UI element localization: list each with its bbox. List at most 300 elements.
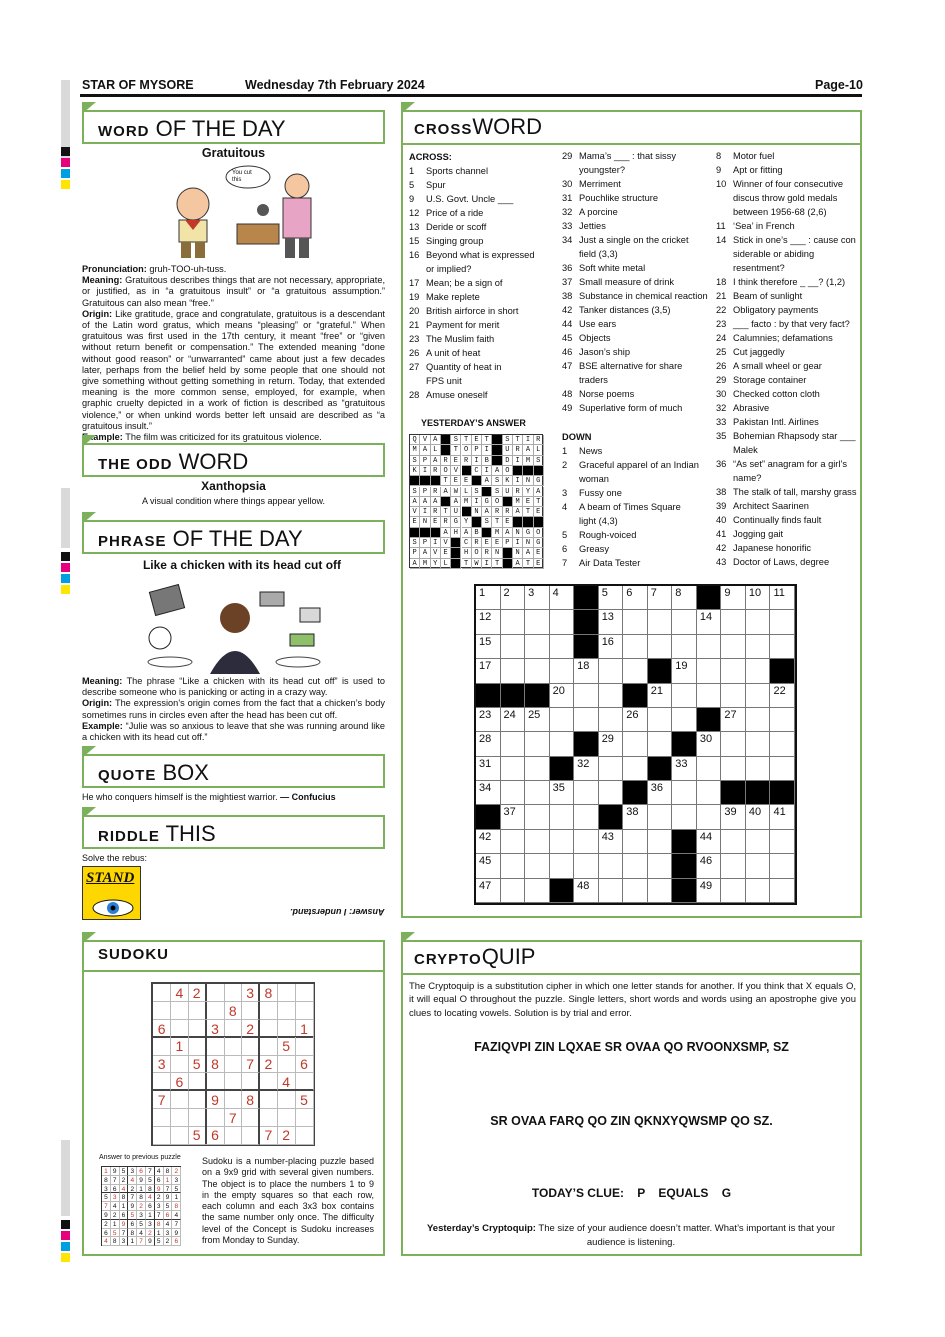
answer-black-square: [420, 476, 430, 486]
sudoku-cell[interactable]: [260, 1020, 278, 1038]
grid-cell[interactable]: [746, 708, 771, 732]
sudoku-cell[interactable]: 6: [171, 1073, 189, 1091]
sudoku-cell[interactable]: [260, 1073, 278, 1091]
grid-cell[interactable]: 22: [770, 684, 795, 708]
clue-number: 27: [409, 362, 420, 372]
grid-cell[interactable]: [574, 854, 599, 878]
grid-cell[interactable]: [599, 879, 624, 903]
grid-cell[interactable]: 48: [574, 879, 599, 903]
grid-cell[interactable]: 37: [501, 805, 526, 829]
sudoku-cell[interactable]: [224, 1126, 242, 1144]
sudoku-cell[interactable]: 6: [153, 1020, 171, 1038]
sudoku-cell[interactable]: [260, 1109, 278, 1127]
grid-cell[interactable]: [697, 659, 722, 683]
sudoku-cell[interactable]: [153, 1109, 171, 1127]
grid-cell[interactable]: [648, 854, 673, 878]
grid-cell[interactable]: [721, 854, 746, 878]
answer-cell: I: [513, 456, 523, 466]
grid-cell[interactable]: 36: [648, 781, 673, 805]
grid-cell[interactable]: [672, 805, 697, 829]
sudoku-cell[interactable]: [295, 1073, 313, 1091]
grid-cell[interactable]: 14: [697, 610, 722, 634]
previous-answer-cell: 1: [146, 1211, 155, 1220]
answer-cell: E: [534, 507, 544, 517]
clue-item: [716, 359, 861, 373]
clue-text: U.S. Govt. Uncle ___: [426, 194, 514, 204]
answer-black-square: [431, 528, 441, 538]
grid-cell[interactable]: 42: [476, 830, 501, 854]
grid-cell[interactable]: [648, 708, 673, 732]
sudoku-cell[interactable]: [242, 1126, 260, 1144]
grid-cell[interactable]: [721, 830, 746, 854]
clue-item: [562, 191, 712, 205]
grid-cell[interactable]: [501, 830, 526, 854]
sudoku-cell[interactable]: 9: [206, 1091, 224, 1109]
sudoku-cell[interactable]: [278, 1055, 296, 1073]
grid-cell[interactable]: 49: [697, 879, 722, 903]
grid-cell[interactable]: 38: [623, 805, 648, 829]
sudoku-cell[interactable]: 5: [189, 1055, 207, 1073]
sudoku-cell[interactable]: [171, 1109, 189, 1127]
sudoku-cell[interactable]: 8: [260, 984, 278, 1002]
grid-cell[interactable]: 21: [648, 684, 673, 708]
clue-item: [716, 457, 861, 471]
sudoku-cell[interactable]: [224, 1055, 242, 1073]
grid-cell[interactable]: [550, 610, 575, 634]
sudoku-cell[interactable]: 8: [206, 1055, 224, 1073]
grid-cell[interactable]: [623, 757, 648, 781]
previous-answer-cell: 3: [111, 1193, 120, 1202]
grid-cell[interactable]: [574, 684, 599, 708]
corner-flag-icon: [82, 435, 96, 447]
grid-cell[interactable]: 24: [501, 708, 526, 732]
clue-text: Substance in chemical reaction: [579, 291, 708, 301]
clue-number: [562, 373, 579, 387]
clue-item: [562, 317, 712, 331]
grid-cell[interactable]: 17: [476, 659, 501, 683]
clue-text: Payment for merit: [426, 320, 500, 330]
grid-cell[interactable]: [746, 830, 771, 854]
sudoku-cell[interactable]: [260, 1091, 278, 1109]
clue-text: Rough-voiced: [579, 530, 637, 540]
sudoku-cell[interactable]: [278, 1020, 296, 1038]
grid-cell[interactable]: 40: [746, 805, 771, 829]
sudoku-grid[interactable]: [151, 982, 315, 1146]
sudoku-cell[interactable]: 3: [242, 984, 260, 1002]
grid-cell[interactable]: [501, 659, 526, 683]
grid-cell[interactable]: 27: [721, 708, 746, 732]
potd-title-box: [82, 520, 385, 554]
clue-item: [562, 289, 712, 303]
sudoku-cell[interactable]: [278, 1091, 296, 1109]
clue-number: [409, 262, 426, 276]
grid-cell[interactable]: [550, 830, 575, 854]
sudoku-cell[interactable]: [224, 1091, 242, 1109]
grid-cell[interactable]: [648, 732, 673, 756]
grid-cell[interactable]: [574, 781, 599, 805]
grid-cell[interactable]: 41: [770, 805, 795, 829]
quote-text: He who conquers himself is the mightiest warrior.: [82, 792, 278, 802]
sudoku-cell[interactable]: 3: [206, 1020, 224, 1038]
sudoku-cell[interactable]: 6: [295, 1055, 313, 1073]
grid-cell[interactable]: [501, 781, 526, 805]
sudoku-cell[interactable]: 2: [278, 1126, 296, 1144]
sudoku-cell[interactable]: 7: [242, 1055, 260, 1073]
grid-cell[interactable]: 31: [476, 757, 501, 781]
sudoku-cell[interactable]: 4: [278, 1073, 296, 1091]
grid-cell[interactable]: [599, 684, 624, 708]
answer-black-square: [523, 466, 533, 476]
grid-cell[interactable]: [648, 635, 673, 659]
grid-cell[interactable]: [623, 610, 648, 634]
clue-number: 42: [716, 543, 727, 553]
grid-black-square: [770, 659, 795, 683]
grid-cell[interactable]: [525, 854, 550, 878]
grid-cell[interactable]: [770, 830, 795, 854]
grid-cell[interactable]: 11: [770, 586, 795, 610]
grid-cell[interactable]: [550, 708, 575, 732]
grid-cell[interactable]: 35: [550, 781, 575, 805]
sudoku-cell[interactable]: [278, 1109, 296, 1127]
crossword-grid[interactable]: [474, 584, 797, 905]
sudoku-cell[interactable]: [171, 1055, 189, 1073]
grid-cell[interactable]: [599, 757, 624, 781]
sudoku-cell[interactable]: 5: [278, 1037, 296, 1055]
clue-number: 19: [409, 292, 420, 302]
grid-cell[interactable]: [501, 757, 526, 781]
clue-item: [562, 219, 712, 233]
grid-cell[interactable]: 9: [721, 586, 746, 610]
grid-cell[interactable]: 7: [648, 586, 673, 610]
clue-number: 18: [716, 277, 727, 287]
grid-cell[interactable]: [648, 830, 673, 854]
sudoku-cell[interactable]: [224, 1073, 242, 1091]
grid-cell[interactable]: 18: [574, 659, 599, 683]
grid-cell[interactable]: 46: [697, 854, 722, 878]
grid-cell[interactable]: [501, 610, 526, 634]
grid-cell[interactable]: [550, 732, 575, 756]
grid-cell[interactable]: [672, 781, 697, 805]
grid-cell[interactable]: [746, 854, 771, 878]
answer-cell: K: [503, 476, 513, 486]
sudoku-cell[interactable]: 7: [224, 1109, 242, 1127]
potd-example: “Julie was so anxious to leave that she was running around like a chicken with its head cut off.”: [82, 720, 385, 743]
clue-text: Greasy: [579, 544, 609, 554]
todays-clue: TODAY’S CLUE: P EQUALS G: [531, 1186, 732, 1200]
grid-cell[interactable]: 20: [550, 684, 575, 708]
grid-cell[interactable]: [746, 684, 771, 708]
grid-cell[interactable]: [623, 732, 648, 756]
grid-cell[interactable]: [550, 659, 575, 683]
grid-cell[interactable]: 1: [476, 586, 501, 610]
sudoku-cell[interactable]: 2: [260, 1055, 278, 1073]
clue-number: 3: [562, 488, 568, 498]
sudoku-cell[interactable]: [153, 1126, 171, 1144]
grid-cell[interactable]: [721, 684, 746, 708]
clue-text: A beam of Times Square: [579, 502, 681, 512]
grid-cell[interactable]: 2: [501, 586, 526, 610]
grid-cell[interactable]: [721, 610, 746, 634]
grid-cell[interactable]: [770, 708, 795, 732]
previous-answer-cell: 1: [172, 1193, 181, 1202]
corner-flag-icon: [401, 932, 415, 944]
grid-cell[interactable]: 10: [746, 586, 771, 610]
grid-cell[interactable]: [672, 635, 697, 659]
previous-answer-cell: 6: [155, 1176, 164, 1185]
answer-cell: E: [492, 538, 502, 548]
sudoku-cell[interactable]: [295, 984, 313, 1002]
grid-cell[interactable]: [746, 610, 771, 634]
sudoku-cell[interactable]: 5: [295, 1091, 313, 1109]
margin-bar: [61, 488, 70, 548]
grid-cell[interactable]: [746, 757, 771, 781]
grid-cell[interactable]: [623, 659, 648, 683]
answer-cell: T: [523, 559, 533, 569]
answer-cell: Y: [523, 487, 533, 497]
grid-cell[interactable]: [697, 757, 722, 781]
previous-answer-cell: 8: [172, 1202, 181, 1211]
grid-cell[interactable]: [721, 757, 746, 781]
grid-cell[interactable]: [721, 659, 746, 683]
clue-number: 36: [562, 263, 573, 273]
sudoku-cell[interactable]: 8: [224, 1002, 242, 1020]
grid-cell[interactable]: [746, 659, 771, 683]
sudoku-cell[interactable]: [189, 1073, 207, 1091]
sudoku-cell[interactable]: 2: [189, 984, 207, 1002]
grid-cell[interactable]: [648, 610, 673, 634]
grid-cell[interactable]: [746, 879, 771, 903]
grid-cell[interactable]: [672, 708, 697, 732]
grid-cell[interactable]: [770, 635, 795, 659]
clue-number: 30: [562, 179, 573, 189]
sudoku-cell[interactable]: 3: [153, 1055, 171, 1073]
grid-cell[interactable]: 34: [476, 781, 501, 805]
grid-cell[interactable]: 4: [550, 586, 575, 610]
grid-cell[interactable]: [697, 781, 722, 805]
sudoku-cell[interactable]: [260, 1037, 278, 1055]
sudoku-cell[interactable]: [206, 1109, 224, 1127]
clue-item: [409, 388, 559, 402]
sudoku-cell[interactable]: [242, 1073, 260, 1091]
grid-cell[interactable]: 39: [721, 805, 746, 829]
sudoku-cell[interactable]: [153, 1073, 171, 1091]
sudoku-cell[interactable]: [189, 1109, 207, 1127]
clue-item: [716, 247, 861, 261]
grid-cell[interactable]: 32: [574, 757, 599, 781]
grid-cell[interactable]: [623, 854, 648, 878]
sudoku-cell[interactable]: [189, 1037, 207, 1055]
answer-cell: A: [523, 445, 533, 455]
grid-cell[interactable]: [770, 879, 795, 903]
sudoku-cell[interactable]: 7: [260, 1126, 278, 1144]
previous-answer-cell: 9: [120, 1220, 129, 1229]
grid-cell[interactable]: 47: [476, 879, 501, 903]
wotd-title-big: OF THE DAY: [155, 116, 286, 141]
grid-cell[interactable]: 12: [476, 610, 501, 634]
grid-cell[interactable]: [721, 879, 746, 903]
grid-cell[interactable]: [525, 610, 550, 634]
sudoku-cell[interactable]: [260, 1002, 278, 1020]
sudoku-description: Sudoku is a number-placing puzzle based on a 9x9 grid with several given numbers. The object is to place the numbers 1 to 9 in the empty squares so that each row, each column and each 3x3 box contains the same number only once. The difficulty level of the Concept is Sudoku increases from Monday to Sunday.: [202, 1156, 374, 1246]
grid-cell[interactable]: 29: [599, 732, 624, 756]
grid-cell[interactable]: [525, 757, 550, 781]
sudoku-cell[interactable]: [171, 1126, 189, 1144]
grid-cell[interactable]: [770, 757, 795, 781]
grid-cell[interactable]: [746, 635, 771, 659]
sudoku-cell[interactable]: 2: [242, 1020, 260, 1038]
clue-number: 28: [409, 390, 420, 400]
grid-cell[interactable]: [525, 732, 550, 756]
grid-cell[interactable]: 23: [476, 708, 501, 732]
grid-cell[interactable]: [648, 879, 673, 903]
sudoku-cell[interactable]: [278, 1002, 296, 1020]
grid-cell[interactable]: 45: [476, 854, 501, 878]
sudoku-cell[interactable]: 5: [189, 1126, 207, 1144]
grid-cell[interactable]: [721, 732, 746, 756]
grid-cell[interactable]: 15: [476, 635, 501, 659]
grid-cell[interactable]: [501, 854, 526, 878]
answer-cell: A: [503, 528, 513, 538]
origin-label: Origin:: [82, 308, 113, 319]
clue-text: Obligatory payments: [733, 305, 819, 315]
rebus-image: [82, 866, 141, 920]
grid-cell[interactable]: 19: [672, 659, 697, 683]
grid-cell[interactable]: [525, 879, 550, 903]
clue-item: [716, 317, 861, 331]
answer-black-square: [513, 466, 523, 476]
grid-cell[interactable]: [574, 830, 599, 854]
grid-cell[interactable]: 25: [525, 708, 550, 732]
grid-cell[interactable]: [623, 635, 648, 659]
sudoku-cell[interactable]: [206, 1002, 224, 1020]
sudoku-cell[interactable]: [242, 1109, 260, 1127]
grid-black-square: [672, 830, 697, 854]
grid-cell[interactable]: [599, 659, 624, 683]
grid-black-square: [746, 781, 771, 805]
previous-answer-cell: 9: [128, 1202, 137, 1211]
answer-black-square: [534, 466, 544, 476]
sudoku-cell[interactable]: [224, 1037, 242, 1055]
answer-cell: A: [420, 497, 430, 507]
sudoku-cell[interactable]: [206, 984, 224, 1002]
grid-cell[interactable]: [599, 708, 624, 732]
sudoku-cell[interactable]: [171, 1020, 189, 1038]
grid-cell[interactable]: 43: [599, 830, 624, 854]
grid-cell[interactable]: [599, 781, 624, 805]
answer-black-square: [451, 548, 461, 558]
grid-cell[interactable]: [648, 805, 673, 829]
sudoku-cell[interactable]: [242, 1002, 260, 1020]
sudoku-cell[interactable]: 6: [206, 1126, 224, 1144]
sudoku-cell[interactable]: [295, 1126, 313, 1144]
sudoku-cell[interactable]: [153, 1037, 171, 1055]
grid-cell[interactable]: 8: [672, 586, 697, 610]
sudoku-cell[interactable]: 1: [171, 1037, 189, 1055]
grid-cell[interactable]: 28: [476, 732, 501, 756]
grid-cell[interactable]: [697, 684, 722, 708]
grid-cell[interactable]: [599, 854, 624, 878]
grid-cell[interactable]: [525, 635, 550, 659]
grid-cell[interactable]: [525, 830, 550, 854]
grid-black-square: [672, 879, 697, 903]
sudoku-cell[interactable]: [278, 984, 296, 1002]
answer-cell: T: [482, 435, 492, 445]
grid-cell[interactable]: 5: [599, 586, 624, 610]
sudoku-cell[interactable]: [242, 1037, 260, 1055]
grid-cell[interactable]: [672, 684, 697, 708]
grid-cell[interactable]: [550, 805, 575, 829]
sudoku-cell[interactable]: [189, 1091, 207, 1109]
grid-cell[interactable]: 13: [599, 610, 624, 634]
sudoku-cell[interactable]: [206, 1073, 224, 1091]
grid-cell[interactable]: [525, 659, 550, 683]
grid-cell[interactable]: 26: [623, 708, 648, 732]
grid-cell[interactable]: [721, 635, 746, 659]
grid-cell[interactable]: [525, 805, 550, 829]
answer-cell: C: [472, 466, 482, 476]
sudoku-cell[interactable]: 7: [153, 1091, 171, 1109]
grid-cell[interactable]: [770, 732, 795, 756]
grid-cell[interactable]: 6: [623, 586, 648, 610]
sudoku-cell[interactable]: 8: [242, 1091, 260, 1109]
answer-cell: S: [472, 487, 482, 497]
sudoku-cell[interactable]: 4: [171, 984, 189, 1002]
grid-cell[interactable]: [525, 781, 550, 805]
clue-text: ‘Sea’ in French: [733, 221, 795, 231]
sudoku-cell[interactable]: [153, 1002, 171, 1020]
grid-cell[interactable]: [672, 610, 697, 634]
previous-answer-cell: 8: [120, 1193, 129, 1202]
cryptoquip-title-big: QUIP: [481, 944, 536, 969]
grid-cell[interactable]: [697, 635, 722, 659]
grid-cell[interactable]: 3: [525, 586, 550, 610]
grid-cell[interactable]: [746, 732, 771, 756]
sudoku-cell[interactable]: [206, 1037, 224, 1055]
sudoku-cell[interactable]: [153, 984, 171, 1002]
answer-cell: E: [441, 548, 451, 558]
sudoku-cell[interactable]: [171, 1002, 189, 1020]
sudoku-cell[interactable]: [295, 1002, 313, 1020]
grid-cell[interactable]: [770, 610, 795, 634]
grid-cell[interactable]: [623, 879, 648, 903]
grid-cell[interactable]: 16: [599, 635, 624, 659]
grid-cell[interactable]: [697, 805, 722, 829]
grid-cell[interactable]: [501, 732, 526, 756]
grid-cell[interactable]: [550, 635, 575, 659]
sudoku-cell[interactable]: [295, 1109, 313, 1127]
grid-cell[interactable]: 33: [672, 757, 697, 781]
grid-cell[interactable]: [770, 854, 795, 878]
grid-cell[interactable]: 44: [697, 830, 722, 854]
sudoku-cell[interactable]: [171, 1091, 189, 1109]
answer-cell: N: [523, 538, 533, 548]
sudoku-cell[interactable]: 1: [295, 1020, 313, 1038]
grid-cell[interactable]: [501, 879, 526, 903]
grid-cell[interactable]: 30: [697, 732, 722, 756]
clue-item: [716, 555, 861, 569]
clue-item: [562, 444, 712, 458]
sudoku-cell[interactable]: [189, 1020, 207, 1038]
grid-cell[interactable]: [623, 830, 648, 854]
sudoku-cell[interactable]: [224, 1020, 242, 1038]
grid-cell[interactable]: [574, 805, 599, 829]
sudoku-cell[interactable]: [295, 1037, 313, 1055]
sudoku-cell[interactable]: [224, 984, 242, 1002]
grid-cell[interactable]: [501, 635, 526, 659]
sudoku-cell[interactable]: [189, 1002, 207, 1020]
grid-cell[interactable]: [574, 708, 599, 732]
grid-cell[interactable]: [550, 854, 575, 878]
